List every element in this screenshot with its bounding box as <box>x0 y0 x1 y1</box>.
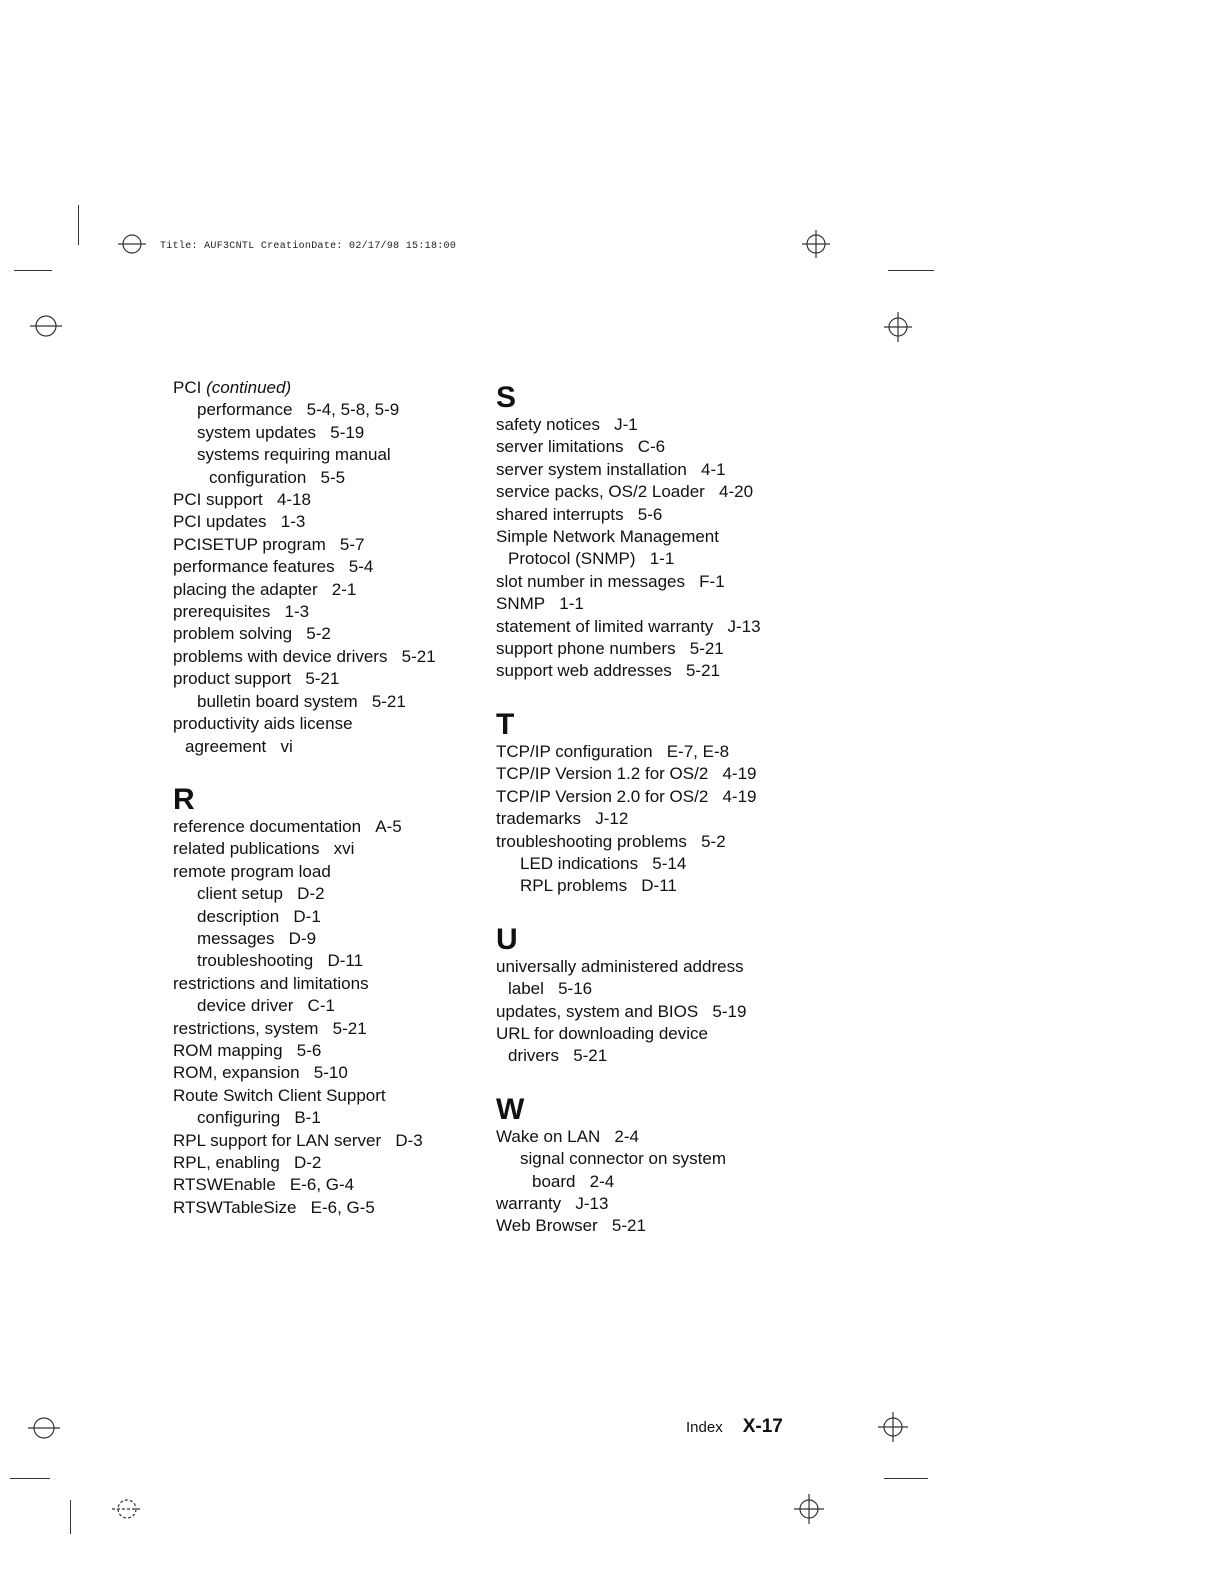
index-entry <box>496 571 761 593</box>
crop-mark <box>14 270 52 271</box>
index-entry <box>173 668 436 690</box>
index-term: restrictions, system <box>173 1018 319 1038</box>
index-page-ref: 5-21 <box>611 1216 646 1236</box>
index-page-ref: D-11 <box>327 951 364 971</box>
index-term: related publications <box>173 839 320 859</box>
index-entry <box>496 459 761 481</box>
index-term: messages <box>197 928 275 948</box>
index-entry <box>173 1018 436 1040</box>
index-entry <box>496 481 761 503</box>
index-entry <box>173 1040 436 1062</box>
index-entry <box>173 601 436 623</box>
index-entry <box>173 995 436 1017</box>
index-page-ref: 5-21 <box>371 691 406 711</box>
index-entry <box>173 579 436 601</box>
index-term: updates, system and BIOS <box>496 1001 699 1021</box>
index-entry <box>496 1148 761 1170</box>
registration-mark-icon <box>110 1496 144 1522</box>
index-entry <box>173 1085 436 1107</box>
index-page-ref: 5-5 <box>320 467 346 487</box>
index-entry <box>496 956 761 978</box>
index-letter-heading: S <box>496 381 517 414</box>
registration-mark-icon <box>26 1416 62 1440</box>
index-term: Wake on LAN <box>496 1126 601 1146</box>
index-entry <box>173 377 436 399</box>
index-page-ref: 4-19 <box>722 786 757 806</box>
index-entry <box>173 950 436 972</box>
index-entry <box>173 534 436 556</box>
index-page-ref: 5-21 <box>685 661 720 681</box>
registration-mark-icon <box>116 232 148 256</box>
index-entry <box>173 1130 436 1152</box>
index-term: RPL support for LAN server <box>173 1130 382 1150</box>
index-term: LED indications <box>520 853 639 873</box>
index-page-ref: E-6, G-5 <box>310 1197 375 1217</box>
index-page-ref: 5-21 <box>573 1046 608 1066</box>
index-page-ref: J-13 <box>727 616 761 636</box>
index-page-ref: 5-21 <box>401 646 436 666</box>
index-page-ref: 4-19 <box>722 764 757 784</box>
index-entry <box>496 638 761 660</box>
index-page-ref: E-7, E-8 <box>666 741 730 761</box>
crop-mark <box>10 1478 50 1479</box>
index-term: troubleshooting problems <box>496 831 687 851</box>
index-page-ref: 5-2 <box>306 624 331 644</box>
index-page-ref: J-13 <box>575 1193 609 1213</box>
index-term: support phone numbers <box>496 639 676 659</box>
index-entry <box>173 736 436 758</box>
index-continued-note: (continued) <box>206 378 292 397</box>
index-page-ref: 5-21 <box>332 1018 367 1038</box>
index-page-ref: 5-4, 5-8, 5-9 <box>306 400 400 420</box>
index-page-ref: 5-21 <box>305 669 340 689</box>
index-page-ref: 5-6 <box>296 1040 322 1060</box>
index-term: remote program load <box>173 861 331 881</box>
index-entry <box>173 973 436 995</box>
index-entry <box>496 1126 761 1148</box>
index-term: warranty <box>496 1193 562 1213</box>
index-page-ref: 5-6 <box>637 504 663 524</box>
registration-mark-icon <box>792 1492 826 1526</box>
index-entry <box>173 906 436 928</box>
index-entry <box>173 1062 436 1084</box>
crop-mark <box>70 1500 71 1534</box>
index-term: label <box>508 979 544 999</box>
crop-mark <box>888 270 934 271</box>
index-entry <box>173 928 436 950</box>
print-slug: Title: AUF3CNTL CreationDate: 02/17/98 15:18:00 <box>160 241 457 252</box>
index-entry <box>496 1193 761 1215</box>
index-entry <box>173 399 436 421</box>
index-entry <box>173 861 436 883</box>
index-letter-heading: T <box>496 707 515 741</box>
crop-mark <box>78 205 79 245</box>
index-page-ref: 1-1 <box>649 549 675 569</box>
index-page-ref: 5-16 <box>558 979 593 999</box>
index-page-ref: xvi <box>333 839 355 859</box>
index-page-ref: 5-7 <box>339 534 365 554</box>
index-term: reference documentation <box>173 816 362 836</box>
index-term: TCP/IP configuration <box>496 741 653 761</box>
index-entry <box>496 786 761 808</box>
index-page-ref: C-1 <box>307 996 335 1016</box>
index-term: Web Browser <box>496 1216 598 1236</box>
index-term: bulletin board system <box>197 691 358 711</box>
index-term: ROM mapping <box>173 1040 283 1060</box>
index-letter-heading: W <box>496 1092 525 1126</box>
index-page-ref: 5-14 <box>652 853 687 873</box>
index-entry <box>496 1045 761 1067</box>
index-entry <box>496 875 761 897</box>
index-entry <box>173 1152 436 1174</box>
index-page-ref: E-6, G-4 <box>289 1175 355 1195</box>
index-entry <box>173 623 436 645</box>
index-term: system updates <box>197 422 317 442</box>
index-term: safety notices <box>496 415 600 434</box>
index-term: server limitations <box>496 437 624 457</box>
index-page-ref: D-2 <box>297 884 325 904</box>
index-entry <box>496 741 761 763</box>
index-term: RPL problems <box>520 876 628 896</box>
index-page-ref: 2-1 <box>331 579 357 599</box>
index-term: troubleshooting <box>197 951 314 971</box>
index-column-left <box>173 377 436 1219</box>
index-term: statement of limited warranty <box>496 616 714 636</box>
index-entry <box>496 526 761 548</box>
index-term: TCP/IP Version 2.0 for OS/2 <box>496 786 709 806</box>
index-column-right <box>496 380 761 1238</box>
index-entry <box>496 1171 761 1193</box>
index-term: signal connector on system <box>520 1149 726 1169</box>
index-page-ref: 4-18 <box>276 490 311 510</box>
index-term: RTSWEnable <box>173 1175 276 1195</box>
index-page-ref: J-1 <box>614 415 638 434</box>
index-entry <box>496 436 761 458</box>
index-entry <box>496 808 761 830</box>
registration-mark-icon <box>28 314 64 338</box>
index-term: configuration <box>209 467 307 487</box>
index-entry <box>173 883 436 905</box>
index-page-ref: 4-20 <box>719 482 754 502</box>
index-entry <box>496 414 761 436</box>
index-term: problem solving <box>173 624 293 644</box>
index-entry <box>173 422 436 444</box>
index-term: RTSWTableSize <box>173 1197 297 1217</box>
page-number: X-17 <box>742 1416 783 1437</box>
crop-mark <box>884 1478 928 1479</box>
index-entry <box>496 1023 761 1045</box>
index-entry <box>173 467 436 489</box>
index-page-ref: 5-10 <box>313 1063 348 1083</box>
index-page-ref: D-3 <box>395 1130 423 1150</box>
index-entry <box>173 1174 436 1196</box>
index-page-ref: 1-3 <box>284 602 310 622</box>
index-term: PCISETUP program <box>173 534 326 554</box>
index-term: agreement <box>185 736 267 756</box>
index-entry <box>496 831 761 853</box>
index-term: prerequisites <box>173 602 271 622</box>
index-term: Route Switch Client Support <box>173 1085 386 1105</box>
index-page-ref: J-12 <box>595 809 629 829</box>
index-term: placing the adapter <box>173 579 318 599</box>
index-page-ref: F-1 <box>699 571 725 591</box>
index-page-ref: vi <box>280 736 293 756</box>
index-term: performance <box>197 400 293 420</box>
index-page-ref: 5-4 <box>348 557 374 577</box>
index-term: restrictions and limitations <box>173 973 369 993</box>
index-term: TCP/IP Version 1.2 for OS/2 <box>496 764 709 784</box>
index-term: configuring <box>197 1108 281 1128</box>
index-page-ref: C-6 <box>637 437 666 457</box>
index-term: trademarks <box>496 809 582 829</box>
index-term: board <box>532 1171 576 1191</box>
index-page-ref: 5-2 <box>701 831 726 851</box>
index-page-ref: D-2 <box>293 1153 322 1172</box>
index-term: systems requiring manual <box>197 445 391 465</box>
index-page-ref: A-5 <box>375 816 402 836</box>
registration-mark-icon <box>876 1410 910 1444</box>
index-term: shared interrupts <box>496 504 624 524</box>
index-page-ref: 2-4 <box>614 1126 639 1146</box>
index-term: Protocol (SNMP) <box>508 549 636 569</box>
index-term: productivity aids license <box>173 714 353 734</box>
index-term: PCI <box>173 378 202 397</box>
index-entry <box>173 556 436 578</box>
index-entry <box>496 504 761 526</box>
index-entry <box>496 853 761 875</box>
index-term: Simple Network Management <box>496 527 719 547</box>
index-page-ref: D-11 <box>641 876 677 896</box>
index-entry <box>173 713 436 735</box>
index-entry <box>173 691 436 713</box>
index-term: description <box>197 906 280 926</box>
index-term: performance features <box>173 557 335 577</box>
index-entry <box>173 1107 436 1129</box>
index-entry <box>173 1197 436 1219</box>
index-page-ref: D-9 <box>288 928 317 948</box>
index-term: universally administered address <box>496 956 744 976</box>
index-entry <box>496 548 761 570</box>
page-footer <box>686 1416 783 1438</box>
index-entry <box>173 646 436 668</box>
index-term: problems with device drivers <box>173 646 388 666</box>
index-letter-heading: R <box>173 782 195 816</box>
index-term: service packs, OS/2 Loader <box>496 482 705 502</box>
index-entry <box>173 489 436 511</box>
index-page-ref: 1-1 <box>559 594 584 614</box>
index-term: RPL, enabling <box>173 1153 280 1172</box>
index-term: support web addresses <box>496 661 672 681</box>
index-term: PCI updates <box>173 512 267 532</box>
index-term: server system installation <box>496 459 687 479</box>
index-page-ref: 2-4 <box>589 1171 615 1191</box>
index-entry <box>173 444 436 466</box>
index-entry <box>173 838 436 860</box>
index-term: product support <box>173 669 292 689</box>
index-page-ref: 5-19 <box>330 422 365 442</box>
index-page-ref: 5-19 <box>712 1001 747 1021</box>
index-page-ref: 1-3 <box>280 512 306 532</box>
index-entry <box>496 763 761 785</box>
index-entry <box>496 1215 761 1237</box>
index-term: PCI support <box>173 490 263 510</box>
index-entry <box>173 816 436 838</box>
index-letter-heading: U <box>496 922 518 956</box>
index-entry <box>496 660 761 682</box>
index-term: SNMP <box>496 594 546 614</box>
index-page-ref: B-1 <box>294 1108 321 1128</box>
index-term: client setup <box>197 884 283 904</box>
index-entry <box>173 511 436 533</box>
index-entry <box>496 593 761 615</box>
index-page-ref: D-1 <box>293 906 321 926</box>
index-term: slot number in messages <box>496 571 685 591</box>
index-term: drivers <box>508 1046 560 1066</box>
registration-mark-icon <box>882 310 914 344</box>
index-term: device driver <box>197 996 294 1016</box>
index-page-ref: 5-21 <box>689 639 724 659</box>
index-page-ref: 4-1 <box>701 459 726 479</box>
index-entry <box>496 616 761 638</box>
index-term: ROM, expansion <box>173 1063 300 1083</box>
index-entry <box>496 1001 761 1023</box>
footer-section-label: Index <box>686 1419 723 1436</box>
registration-mark-icon <box>800 228 832 260</box>
index-term: URL for downloading device <box>496 1023 708 1043</box>
index-entry <box>496 978 761 1000</box>
